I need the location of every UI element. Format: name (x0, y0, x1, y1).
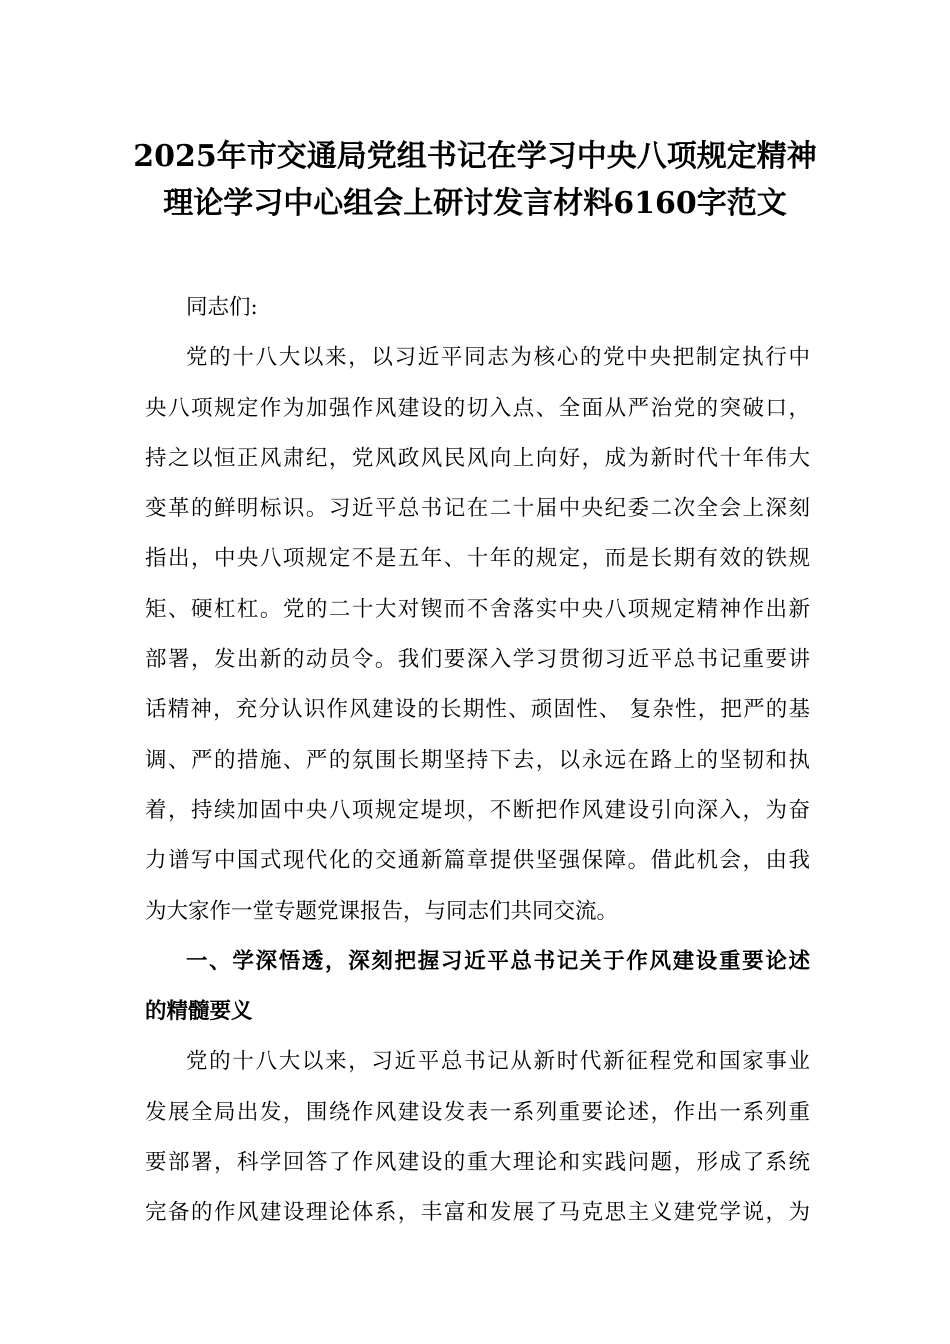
paragraph-line: 力谱写中国式现代化的交通新篇章提供坚强保障。借此机会，由我 (145, 848, 810, 874)
paragraph-line: 矩、硬杠杠。党的二十大对锲而不舍落实中央八项规定精神作出新 (145, 596, 810, 622)
section-heading-line: 一、学深悟透，深刻把握习近平总书记关于作风建设重要论述 (186, 948, 810, 974)
section-heading-line: 的精髓要义 (145, 999, 253, 1025)
document-title-line-2: 理论学习中心组会上研讨发言材料6160字范文 (163, 186, 787, 221)
paragraph-line: 要部署，科学回答了作风建设的重大理论和实践问题，形成了系统 (145, 1150, 810, 1176)
paragraph-line: 调、严的措施、严的氛围长期坚持下去，以永远在路上的坚韧和执 (145, 747, 810, 773)
paragraph-line: 党的十八大以来，以习近平同志为核心的党中央把制定执行中 (186, 345, 810, 371)
paragraph-line: 完备的作风建设理论体系，丰富和发展了马克思主义建党学说，为 (145, 1200, 810, 1226)
paragraph-line: 为大家作一堂专题党课报告，与同志们共同交流。 (145, 898, 619, 924)
paragraph-line: 指出，中央八项规定不是五年、十年的规定，而是长期有效的铁规 (145, 546, 810, 572)
paragraph-line: 话精神，充分认识作风建设的长期性、顽固性、 复杂性，把严的基 (145, 697, 810, 723)
salutation: 同志们: (186, 295, 258, 320)
document-title-line-1: 2025年市交通局党组书记在学习中央八项规定精神 (133, 139, 817, 174)
paragraph-line: 发展全局出发，围绕作风建设发表一系列重要论述，作出一系列重 (145, 1099, 810, 1125)
document-body (145, 283, 810, 1239)
paragraph-line: 着，持续加固中央八项规定堤坝，不断把作风建设引向深入，为奋 (145, 797, 810, 823)
paragraph-line: 持之以恒正风肃纪，党风政风民风向上向好，成为新时代十年伟大 (145, 445, 810, 471)
paragraph-line: 部署，发出新的动员令。我们要深入学习贯彻习近平总书记重要讲 (145, 647, 810, 673)
paragraph-line: 变革的鲜明标识。习近平总书记在二十届中央纪委二次全会上深刻 (145, 496, 810, 522)
paragraph-line: 央八项规定作为加强作风建设的切入点、全面从严治党的突破口， (145, 395, 810, 421)
paragraph-line: 党的十八大以来，习近平总书记从新时代新征程党和国家事业 (186, 1049, 810, 1075)
